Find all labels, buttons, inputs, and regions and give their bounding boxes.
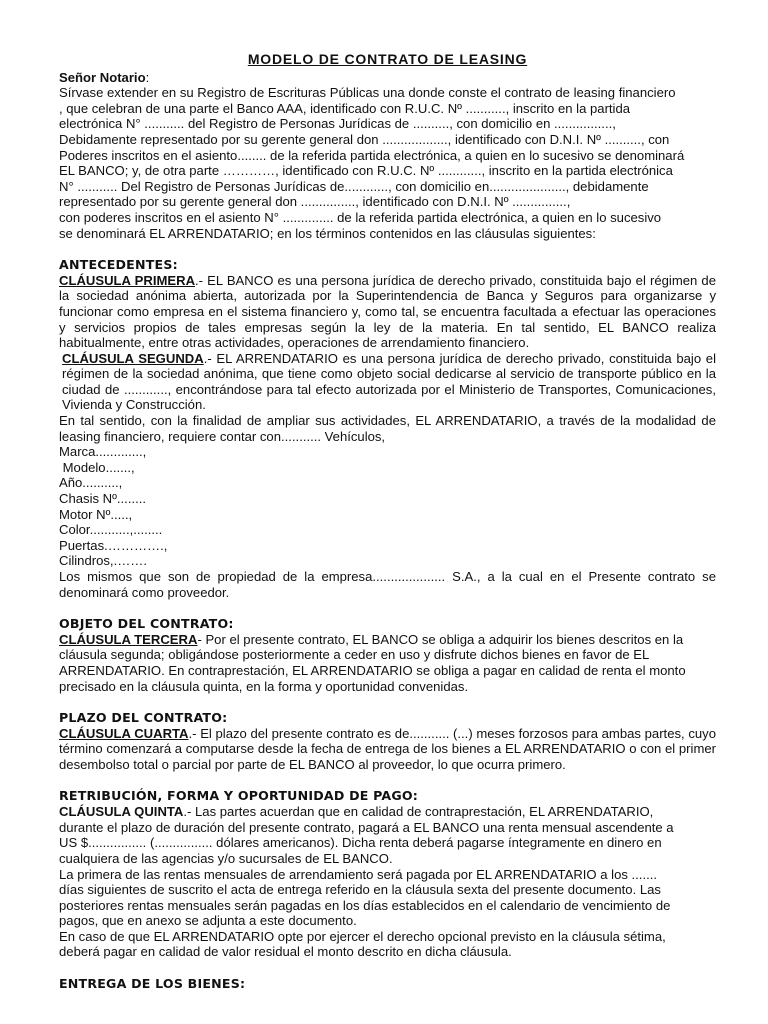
vehicle-field: Color...........,........ [59,522,163,538]
intro-line: electrónica N° ........... del Registro de Personas Jurídicas de .........., con domicilio en ................, [59,116,616,132]
salutation [59,70,716,86]
spacer [59,600,716,616]
clause-text: - Por el presente contrato, EL BANCO se obliga a adquirir los bienes descritos en la [197,631,684,647]
intro-line: se denominará EL ARRENDATARIO; en los términos contenidos en las cláusulas siguientes: [59,225,596,241]
clause-line: cláusula segunda; obligándose posteriormente a ceder en uso y disfrute dichos bienes en favor de EL [59,647,650,663]
clause-line: En caso de que EL ARRENDATARIO opte por ejercer el derecho opcional previsto en la cláusula sétima, [59,928,666,944]
clause-text: .- EL ARRENDATARIO es una persona jurídica de derecho privado, constituida bajo el régimen de la sociedad anónima, que tiene como objeto social dedicarse al servicio de transporte público en la ciudad de ............, encontrándose para tal efecto autorizada por el Ministerio de Transportes, Comunicaciones, Vivienda y Construcción. [62,350,716,413]
clause-line: La primera de las rentas mensuales de arrendamiento será pagada por EL ARRENDATARIO a los ....... [59,866,657,882]
section-heading-entrega: ENTREGA DE LOS BIENES: [59,975,246,991]
spacer [59,773,716,789]
clause-line: posteriores rentas mensuales serán pagadas en los días establecidos en el calendario de vencimiento de [59,897,671,913]
clause-line: precisado en la cláusula quinta, en la forma y oportunidad convenidas. [59,678,469,694]
clause-line: días siguientes de suscrito el acta de entrega referido en la cláusula sexta del presente documento. Las [59,882,661,898]
intro-line: Sírvase extender en su Registro de Escrituras Públicas una donde conste el contrato de leasing financiero [59,85,676,101]
clause-text: .- El plazo del presente contrato es de........... (...) meses forzosos para ambas partes, cuyo término comenzará a computarse desde la fecha de entrega de los bienes a EL ARRENDATARIO o con el primer desembolso total o parcial por parte de EL BANCO al proveedor, lo que ocurra primero. [59,725,717,772]
clause-line: US $................ (................ dólares americanos). Dicha renta deberá pagarse íntegramente en dinero en [59,835,662,851]
intro-line: representado por su gerente general don ..............., identificado con D.N.I. Nº ..............., [59,194,571,210]
intro-line: Poderes inscritos en el asiento........ de la referida partida electrónica, a quien en lo sucesivo se denominará [59,147,685,163]
intro-line: EL BANCO; y, de otra parte …………, identificado con R.U.C. Nº ............, inscrito en la partida electrónica [59,163,673,179]
clause-line: durante el plazo de duración del presente contrato, pagará a EL BANCO una renta mensual ascendente a [59,819,674,835]
intro-paragraph [59,85,716,241]
clause-text: .- Las partes acuerdan que en calidad de contraprestación, EL ARRENDATARIO, [183,804,654,820]
clause-text: .- EL BANCO es una persona jurídica de derecho privado, constituida bajo el régimen de la sociedad anónima abierta, autorizada por la Superintendencia de Banca y Seguros para organizarse y funcionar como empresa en el sistema financiero y, como tal, se encuentra facultada a efectuar las operaciones y servicios propios de tales empresas según la ley de la materia. En tal sentido, EL BANCO realiza habitualmente, entre otras actividades, operaciones de arrendamiento financiero. [59,272,716,351]
section-heading-plazo: PLAZO DEL CONTRATO: [59,709,228,725]
clause-segunda [59,351,716,413]
clause-line: deberá pagar en calidad de valor residual el monto descrito en dicha cláusula. [59,944,512,960]
clause-label: CLÁUSULA TERCERA [59,631,198,647]
clause-line: pagos, que en anexo se adjunta a este documento. [59,913,357,929]
clause-tercera [59,632,716,694]
intro-line: con poderes inscritos en el asiento N° .............. de la referida partida electrónica, a quien en lo sucesivo [59,209,662,225]
vehicle-field: Cilindros,.……. [59,553,148,569]
salutation-colon: : [145,69,150,85]
vehicle-field: Marca............., [59,444,147,460]
vehicle-field: Modelo......., [59,459,135,475]
clause-line [59,632,716,648]
spacer [59,241,716,257]
clause-segunda-continued: En tal sentido, con la finalidad de ampliar sus actividades, EL ARRENDATARIO, a través de la modalidad de leasing financiero, requiere contar con........... Vehículos, [59,413,716,444]
vehicle-field: Chasis Nº........ [59,491,147,507]
clause-label: CLÁUSULA QUINTA [59,804,184,820]
clause-segunda-proveedor: Los mismos que son de propiedad de la empresa.................... S.A., a la cual en el Presente contrato se denominará como proveedor. [59,569,716,600]
intro-line: N° ........... Del Registro de Personas Jurídicas de............, con domicilio en....................., debidamente [59,178,649,194]
spacer [59,960,716,976]
section-heading-antecedentes: ANTECEDENTES: [59,256,178,272]
section-heading-retribucion: RETRIBUCIÓN, FORMA Y OPORTUNIDAD DE PAGO: [59,788,419,804]
clause-cuarta [59,726,716,773]
intro-line: Debidamente representado por su gerente general don .................., identificado con D.N.I. Nº .........., con [59,131,670,147]
clause-primera [59,273,716,351]
spacer [59,694,716,710]
clause-line: ARRENDATARIO. En contraprestación, EL ARRENDATARIO se obliga a pagar en calidad de renta el monto [59,662,686,678]
clause-line [59,804,716,820]
intro-line: , que celebran de una parte el Banco AAA, identificado con R.U.C. Nº ..........., inscrito en la partida [59,100,631,116]
clause-line: cualquiera de las agencias y/o sucursales de EL BANCO. [59,850,393,866]
vehicle-field: Año.........., [59,475,123,491]
clause-quinta [59,804,716,960]
vehicle-field: Puertas.…………., [59,537,168,553]
vehicle-field: Motor Nº....., [59,506,133,522]
clause-label: CLÁUSULA PRIMERA [59,272,196,288]
clause-label: CLÁUSULA CUARTA [59,725,189,741]
clause-label: CLÁUSULA SEGUNDA [62,350,204,366]
section-heading-objeto: OBJETO DEL CONTRATO: [59,615,234,631]
salutation-bold: Señor Notario [59,69,146,85]
document-title: MODELO DE CONTRATO DE LEASING [247,51,528,67]
